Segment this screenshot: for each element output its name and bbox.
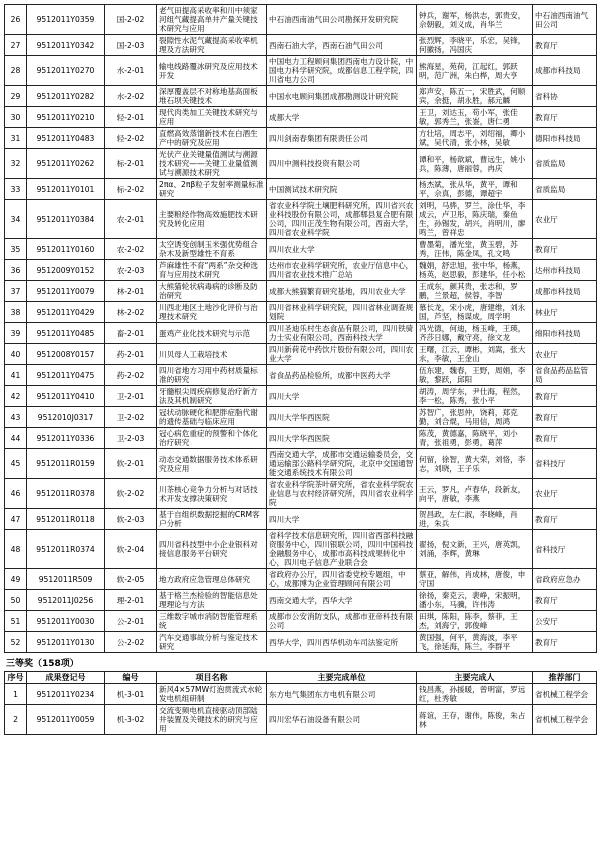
cell-reg-no: 9512011R0159 (27, 449, 105, 479)
cell-index: 37 (5, 281, 27, 302)
table-row (5, 260, 597, 281)
cell-project-name: 大熊猫轮状病毒病的诊断及防治研究 (157, 281, 267, 302)
table-row (5, 705, 597, 735)
cell-index: 51 (5, 611, 27, 632)
cell-code: 卫-2-02 (105, 407, 157, 428)
table-row (5, 200, 597, 239)
table-row (5, 407, 597, 428)
cell-main-people: 黄国强，何平，黄海波，李平飞，徐延海，陈兰，李群平 (417, 632, 533, 653)
cell-reg-no: 9512011Y0079 (27, 281, 105, 302)
cell-project-name: 2πα、2πβ粒子发射率测量标准研究 (157, 179, 267, 200)
cell-recommender: 教育厅 (533, 428, 597, 449)
cell-main-unit: 省农业科学院土壤肥料研究所，四川省兴农业科技股份有限公司，成都郫县复合肥有限公司，四川正茂生物有限公司，西南大学，四川省农业科学院 (267, 200, 417, 239)
table-row (5, 569, 597, 590)
cell-index: 48 (5, 530, 27, 569)
grade2-table-body (5, 5, 597, 653)
cell-project-name: 牙髓根尖周疾病修复治疗新方法及其机制研究 (157, 386, 267, 407)
table-row (5, 632, 597, 653)
cell-recommender: 成都市科技局 (533, 56, 597, 86)
cell-main-people: 曹墨菊，潘光堂，黄玉碧，苏秀，汪伟，陈金凤，孔文鸣 (417, 239, 533, 260)
cell-project-name: 四川省地方习用中药材质量标准的研究 (157, 365, 267, 386)
cell-main-unit: 四川省林业科学研究院，四川省林业调查规划院 (267, 302, 417, 323)
cell-index: 26 (5, 5, 27, 35)
cell-project-name: 交流变频电机直接驱动顶部陆井装置及关键技术的研究与应用 (157, 705, 267, 735)
cell-code: 水-2-01 (105, 56, 157, 86)
cell-project-name: 汽车交通事故分析与鉴定技术研究 (157, 632, 267, 653)
cell-recommender: 达州市科技局 (533, 260, 597, 281)
cell-code: 软-2-01 (105, 449, 157, 479)
cell-recommender: 农业厅 (533, 344, 597, 365)
cell-reg-no: 9512011R0118 (27, 509, 105, 530)
table-row (5, 530, 597, 569)
header-code: 编号 (105, 672, 157, 684)
cell-main-unit: 成都大学 (267, 107, 417, 128)
cell-reg-no: 9512011R509 (27, 569, 105, 590)
cell-main-unit: 东方电气集团东方电机有限公司 (267, 684, 417, 705)
cell-code: 轻-2-02 (105, 128, 157, 149)
cell-code: 林-2-02 (105, 302, 157, 323)
cell-main-people: 郑声安，陈五一，宋胜武，何顺宾，余挺，胡永胜，郝元麟 (417, 86, 533, 107)
cell-main-people: 陈茂，黄德嘉，陈晓平，刘小青，张祖勇，彭勇，葛萍 (417, 428, 533, 449)
cell-reg-no: 9512011R0374 (27, 530, 105, 569)
cell-recommender: 教育厅 (533, 509, 597, 530)
table-row (5, 323, 597, 344)
cell-project-name: 川茶核心竞争力分析与对话技术开发支撑决策研究 (157, 479, 267, 509)
cell-project-name: 输电线路覆冰研究及应用技术开发 (157, 56, 267, 86)
cell-main-unit: 中石油西南油气田公司勘探开发研究院 (267, 5, 417, 35)
cell-main-people: 冯光德，何迪，杨玉峰，王瑛，齐莎日娜，戴守亮，徐文龙 (417, 323, 533, 344)
cell-index: 34 (5, 200, 27, 239)
cell-main-people: 钱昌燕，孙援暖，曾明富，罗远红，杜秀敏 (417, 684, 533, 705)
cell-index: 35 (5, 239, 27, 260)
cell-recommender: 省机械工程学会 (533, 684, 597, 705)
cell-main-unit: 四川圣迪乐村生态食品有限公司，四川铁骑力士实业有限公司，西南科技大学 (267, 323, 417, 344)
cell-index: 36 (5, 260, 27, 281)
cell-main-unit: 西南交通大学，西华大学 (267, 590, 417, 611)
header-reg-no: 成果登记号 (27, 672, 105, 684)
cell-index: 52 (5, 632, 27, 653)
table-row (5, 386, 597, 407)
cell-main-unit: 四川新荷花中药饮片股份有限公司，四川农业大学 (267, 344, 417, 365)
cell-reg-no: 9512011Y0160 (27, 239, 105, 260)
cell-recommender: 教育厅 (533, 407, 597, 428)
cell-index: 1 (5, 684, 27, 705)
cell-code: 轻-2-01 (105, 107, 157, 128)
cell-main-unit: 省食品药品检验所，成都中医药大学 (267, 365, 417, 386)
cell-recommender: 教育厅 (533, 386, 597, 407)
cell-index: 28 (5, 56, 27, 86)
cell-reg-no: 9512011Y0130 (27, 632, 105, 653)
cell-project-name: 直燃高效蒸馏新技术在白酒生产中的研究及应用 (157, 128, 267, 149)
cell-index: 41 (5, 365, 27, 386)
cell-recommender: 教育厅 (533, 35, 597, 56)
cell-recommender: 中石油西南油气田公司 (533, 5, 597, 35)
cell-main-unit: 省政府办公厅，四川省委党校专题组，中心，成都博为企业管理顾问有限公司 (267, 569, 417, 590)
cell-code: 国-2-02 (105, 5, 157, 35)
cell-code: 农-2-03 (105, 260, 157, 281)
cell-reg-no: 9512011Y0359 (27, 5, 105, 35)
cell-main-unit: 省农业科学院茶叶研究所，省农业科学院农业信息与农村经济研究所，四川省农业科学院 (267, 479, 417, 509)
cell-main-people: 方壮培，周志平，刘绍福，卿小斌，吴代清，张小林，吴敏 (417, 128, 533, 149)
cell-project-name: 主要粮经作物高效施肥技术研究及转化应用 (157, 200, 267, 239)
cell-code: 机-3-02 (105, 705, 157, 735)
cell-reg-no: 9512011Y0410 (27, 386, 105, 407)
grade3-table-body (5, 684, 597, 735)
cell-main-people: 伍东建，魏春，王野，周娟，李敏，黎跃，邱阳 (417, 365, 533, 386)
table-row (5, 479, 597, 509)
cell-main-people: 王成东，颜其贵，张志和，罗鹏，兰景超，侯蓉，李智 (417, 281, 533, 302)
cell-index: 39 (5, 323, 27, 344)
cell-main-unit: 西南交通大学，成都市交通运输委员会，交通运输部公路科学研究院，北京中交国通智能交通系统技术有限公司 (267, 449, 417, 479)
cell-index: 43 (5, 407, 27, 428)
cell-project-name: 冠心病危重症的预警和个体化治疗研究 (157, 428, 267, 449)
cell-code: 软-2-05 (105, 569, 157, 590)
cell-index: 47 (5, 509, 27, 530)
grade3-header-row (5, 672, 597, 684)
table-row (5, 302, 597, 323)
cell-index: 50 (5, 590, 27, 611)
cell-main-people: 苏智广，张思仲，饶莉，郑克勤，刘合焜，马用信，周鸿 (417, 407, 533, 428)
cell-code: 药-2-02 (105, 365, 157, 386)
table-row (5, 179, 597, 200)
cell-recommender: 省科技厅 (533, 449, 597, 479)
table-row (5, 611, 597, 632)
cell-code: 软-2-04 (105, 530, 157, 569)
table-row (5, 344, 597, 365)
table-row (5, 449, 597, 479)
cell-recommender: 教育厅 (533, 239, 597, 260)
cell-project-name: 太空诱变创制玉米强优势组合杂木及新型雄性不育系 (157, 239, 267, 260)
table-row (5, 149, 597, 179)
table-row (5, 509, 597, 530)
cell-index: 32 (5, 149, 27, 179)
header-recommender: 推荐部门 (533, 672, 597, 684)
cell-project-name: 新风4×57MW灯泡贯流式水轮发电机组研制 (157, 684, 267, 705)
table-row (5, 281, 597, 302)
cell-recommender: 省科技厅 (533, 530, 597, 569)
cell-main-unit: 西华大学，四川西华机动车司法鉴定所 (267, 632, 417, 653)
cell-recommender: 农业厅 (533, 200, 597, 239)
cell-code: 公-2-01 (105, 611, 157, 632)
header-main-people: 主要完成人 (417, 672, 533, 684)
cell-main-people: 熊海星，苑荷，江起红，郭跃明，范广洲，朱白桦，周大亨 (417, 56, 533, 86)
cell-recommender: 省食品药品监管局 (533, 365, 597, 386)
grade3-table (4, 671, 597, 735)
award-list-page (4, 4, 596, 735)
cell-project-name: 冠状动脉硬化和肥胖症脂代谢的遗传基础与临床应用 (157, 407, 267, 428)
cell-main-unit: 省科学技术信息研究所，四川省西部科技融资服务中心，四川银联公司，四川中国科技金融服务中心，成都市高科技成果转化中心，四川电子信息产业联合会 (267, 530, 417, 569)
cell-main-unit: 中国电力工程顾问集团西南电力设计院，中国电力科学研究院，成都信息工程学院，四川省电力公司 (267, 56, 417, 86)
cell-main-people: 慕长龙，宋小虎，唐建维，刘永国，芦坚，杨谋成，周学明 (417, 302, 533, 323)
cell-recommender: 省科协 (533, 86, 597, 107)
cell-main-unit: 西南石油大学，西南石油气田公司 (267, 35, 417, 56)
table-row (5, 684, 597, 705)
cell-index: 49 (5, 569, 27, 590)
cell-code: 农-2-01 (105, 200, 157, 239)
cell-main-people: 王云，罗凡，卢春华，段新友，向平，唐敏，李燕 (417, 479, 533, 509)
cell-project-name: 裂隙性水泥气藏提高采收率机理及方法研究 (157, 35, 267, 56)
cell-main-unit: 四川宏华石油设备有限公司 (267, 705, 417, 735)
cell-recommender: 农业厅 (533, 479, 597, 509)
cell-main-unit: 中国测试技术研究院 (267, 179, 417, 200)
cell-reg-no: 9512008Y0157 (27, 344, 105, 365)
table-row (5, 56, 597, 86)
cell-main-unit: 四川中测科技投资有限公司 (267, 149, 417, 179)
cell-main-unit: 四川农业大学 (267, 239, 417, 260)
header-main-unit: 主要完成单位 (267, 672, 417, 684)
cell-main-people: 张烈辉，李晓平，乐宏，吴锋，何徽扬，冯国庆 (417, 35, 533, 56)
cell-main-people: 王卫，刘达玉，苟小军，张佳敏，郭秀兰，张崟，唐仁勇 (417, 107, 533, 128)
cell-reg-no: 9512011Y0483 (27, 128, 105, 149)
cell-main-unit: 中国水电顾问集团成都勘测设计研究院 (267, 86, 417, 107)
cell-main-people: 刘明，马骅，罗兰，涂仕华，李成云，卢卫彤，陈庆瑞，秦鱼生，孙锡发，胡兴，肖明川，廖鸣兰，曾祥忠 (417, 200, 533, 239)
cell-main-unit: 四川大学华西医院 (267, 407, 417, 428)
grade2-table (4, 4, 597, 653)
cell-recommender: 德阳市科技局 (533, 128, 597, 149)
cell-code: 公-2-02 (105, 632, 157, 653)
header-index: 序号 (5, 672, 27, 684)
cell-index: 29 (5, 86, 27, 107)
cell-code: 卫-2-01 (105, 386, 157, 407)
cell-reg-no: 9512011Y0282 (27, 86, 105, 107)
cell-reg-no: 9512011Y0262 (27, 149, 105, 179)
cell-index: 30 (5, 107, 27, 128)
cell-project-name: 芦麻雄性不育“两系”杂交种选育与应用技术研究 (157, 260, 267, 281)
cell-main-unit: 四川剑南春集团有限责任公司 (267, 128, 417, 149)
cell-main-people: 贺昌政，左仁淑，李晓峰，肖进，朱兵 (417, 509, 533, 530)
cell-index: 45 (5, 449, 27, 479)
cell-reg-no: 9512011Y0030 (27, 611, 105, 632)
cell-project-name: 蛋鸡产业化技术研究与示范 (157, 323, 267, 344)
cell-code: 软-2-03 (105, 509, 157, 530)
header-project-name: 项目名称 (157, 672, 267, 684)
cell-reg-no: 9512011Y0429 (27, 302, 105, 323)
table-row (5, 5, 597, 35)
cell-reg-no: 9512011J0256 (27, 590, 105, 611)
cell-index: 2 (5, 705, 27, 735)
cell-project-name: 基于格兰杰检验的智能信息处理理论与方法 (157, 590, 267, 611)
cell-index: 31 (5, 128, 27, 149)
cell-code: 软-2-02 (105, 479, 157, 509)
cell-main-unit: 成都市公安消防支队，成都市亚帝科技有限公司 (267, 611, 417, 632)
cell-code: 药-2-01 (105, 344, 157, 365)
cell-index: 38 (5, 302, 27, 323)
cell-project-name: 三维数字城市消防智能管理系统 (157, 611, 267, 632)
cell-reg-no: 9512011R0378 (27, 479, 105, 509)
cell-recommender: 省政府应急办 (533, 569, 597, 590)
cell-reg-no: 9512011Y0475 (27, 365, 105, 386)
cell-main-people: 田琪，陈阳，陈李，蔡菲，王杰，刘海宁，郭俊峰 (417, 611, 533, 632)
cell-code: 林-2-01 (105, 281, 157, 302)
cell-index: 40 (5, 344, 27, 365)
cell-index: 42 (5, 386, 27, 407)
cell-project-name: 川西北地区土地沙化评价与治理技术研究 (157, 302, 267, 323)
cell-main-people: 徐扬，秦克云，裴峥，宋振明，潘小东，马骥，许伟涛 (417, 590, 533, 611)
cell-main-people: 谭和平，杨歆斌，曹远生，姚小兵，陈薄，唐丽蓉，冉庆 (417, 149, 533, 179)
cell-main-people: 胡涛，周学东，尹仕海，程然，李一松，陈秀，张小平 (417, 386, 533, 407)
table-row (5, 86, 597, 107)
cell-project-name: 川贝母人工栽培技术 (157, 344, 267, 365)
cell-code: 农-2-02 (105, 239, 157, 260)
cell-recommender: 省质监局 (533, 149, 597, 179)
cell-reg-no: 9512011Y0336 (27, 428, 105, 449)
cell-main-people: 杨杰斌，张从华，黄平，谭和平，佘真，彭德，谭超宇 (417, 179, 533, 200)
cell-project-name: 老气田提高采收率和川中须家河组气藏提高单井产量关键技术研究与应用 (157, 5, 267, 35)
cell-index: 44 (5, 428, 27, 449)
cell-code: 机-3-01 (105, 684, 157, 705)
cell-recommender: 成都市科技局 (533, 281, 597, 302)
cell-main-people: 翟扬，倪文新，王兴，唐英凯，刘涌，李辉，黄琳 (417, 530, 533, 569)
cell-project-name: 动态交通数据服务技术体系研究及应用 (157, 449, 267, 479)
cell-recommender: 教育厅 (533, 632, 597, 653)
cell-reg-no: 9512011Y0270 (27, 56, 105, 86)
cell-code: 畜-2-01 (105, 323, 157, 344)
table-row (5, 365, 597, 386)
cell-recommender: 林业厅 (533, 302, 597, 323)
table-row (5, 428, 597, 449)
cell-reg-no: 9512011Y0210 (27, 107, 105, 128)
cell-main-unit: 达州市农业科学研究所，农业厅信息中心，四川省农业技术推广总站 (267, 260, 417, 281)
cell-reg-no: 9512011Y0234 (27, 684, 105, 705)
cell-main-people: 王曙，江云，谭彬，刘嵩，张大永，李敏，王金山 (417, 344, 533, 365)
cell-project-name: 基于自组织数据挖掘的CRM客户分析 (157, 509, 267, 530)
cell-main-people: 蒋谊，王存，谢伟，陈俊，朱占林 (417, 705, 533, 735)
cell-recommender: 绵阳市科技局 (533, 323, 597, 344)
cell-code: 卫-2-03 (105, 428, 157, 449)
cell-main-people: 钟兵，谢军，杨洪志，郭贵安，佘朝毅，刘义成，肖华兰 (417, 5, 533, 35)
cell-reg-no: 9512011Y0384 (27, 200, 105, 239)
cell-index: 46 (5, 479, 27, 509)
cell-main-unit: 成都大熊猫繁育研究基地，四川农业大学 (267, 281, 417, 302)
cell-main-unit: 四川大学 (267, 509, 417, 530)
cell-code: 国-2-03 (105, 35, 157, 56)
cell-project-name: 深厚覆盖层不对称地基高面板堆石坝关键技术 (157, 86, 267, 107)
cell-main-people: 何留，徐智，黄大荣，刘恪，李志，刘晓，王子乐 (417, 449, 533, 479)
cell-recommender: 公安厅 (533, 611, 597, 632)
cell-code: 水-2-02 (105, 86, 157, 107)
cell-recommender: 省质监局 (533, 179, 597, 200)
cell-reg-no: 9512011Y0059 (27, 705, 105, 735)
table-row (5, 35, 597, 56)
cell-main-unit: 四川大学 (267, 386, 417, 407)
cell-main-unit: 四川大学华西医院 (267, 428, 417, 449)
table-row (5, 128, 597, 149)
cell-code: 理-2-01 (105, 590, 157, 611)
table-row (5, 239, 597, 260)
cell-index: 33 (5, 179, 27, 200)
cell-project-name: 现代肉类加工关键技术研究与应用 (157, 107, 267, 128)
cell-reg-no: 9512010J0317 (27, 407, 105, 428)
cell-recommender: 省机械工程学会 (533, 705, 597, 735)
cell-main-people: 蔡亚，解伟，肖成林，唐俊，申守国 (417, 569, 533, 590)
cell-code: 标-2-01 (105, 149, 157, 179)
cell-project-name: 地方政府应急管理总体研究 (157, 569, 267, 590)
cell-main-people: 魏娟，舒忠旭，张中华，杨燕，杨英，赵思毅，彭建华，任小松 (417, 260, 533, 281)
cell-reg-no: 9512011Y0101 (27, 179, 105, 200)
cell-recommender: 教育厅 (533, 107, 597, 128)
table-row (5, 107, 597, 128)
cell-recommender: 教育厅 (533, 590, 597, 611)
cell-index: 27 (5, 35, 27, 56)
cell-project-name: 四川省科技型中小企业银科对接信息服务平台研究 (157, 530, 267, 569)
cell-reg-no: 9512011Y0342 (27, 35, 105, 56)
cell-reg-no: 9512009Y0152 (27, 260, 105, 281)
cell-code: 标-2-02 (105, 179, 157, 200)
table-row (5, 590, 597, 611)
cell-project-name: 光伏产业关键量值测试与溯源技术研究——关键工业量值测试与溯源技术研究 (157, 149, 267, 179)
cell-reg-no: 9512011Y0485 (27, 323, 105, 344)
grade3-title: 三等奖（158项） (6, 659, 79, 669)
